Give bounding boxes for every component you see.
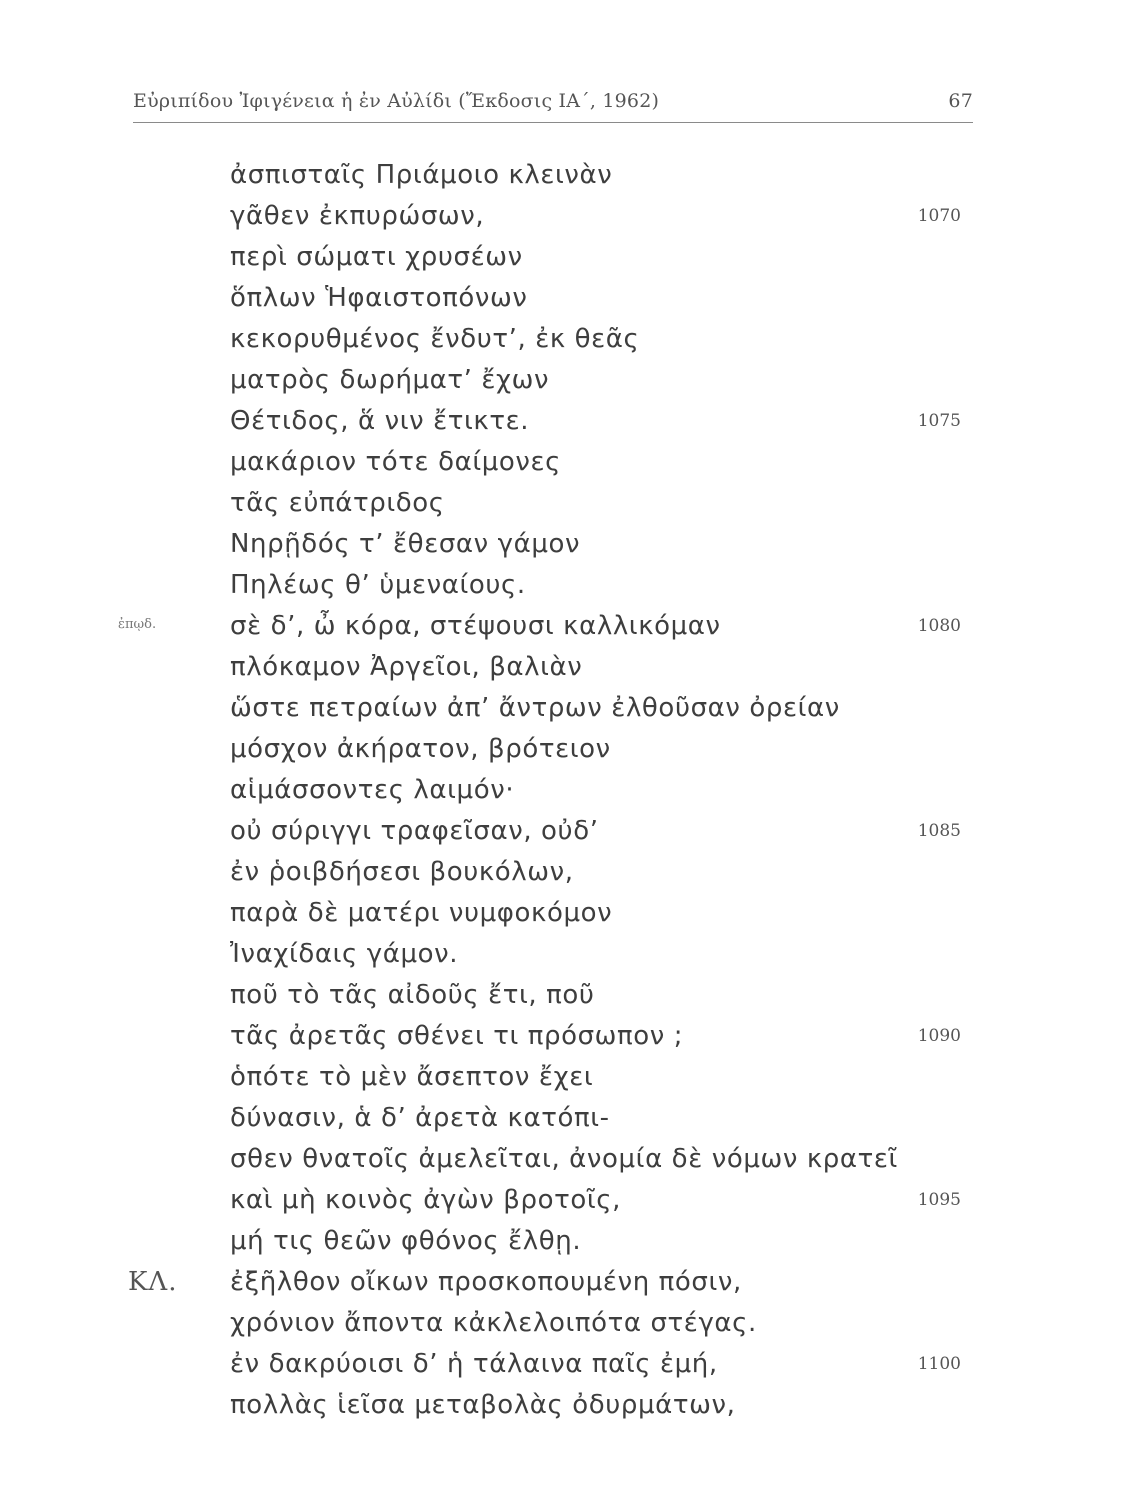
line-number: 1095 <box>917 1190 961 1210</box>
verse-line: Θέτιδος, ἅ νιν ἔτικτε. <box>230 406 530 436</box>
speaker-label: ΚΛ. <box>128 1267 178 1297</box>
verse-line: καὶ μὴ κοινὸς ἀγὼν βροτοῖς, <box>230 1185 621 1215</box>
line-number: 1100 <box>917 1354 961 1374</box>
line-number: 1080 <box>917 616 961 636</box>
verse-line: χρόνιον ἄποντα κἀκλελοιπότα στέγας. <box>230 1308 757 1338</box>
page-number: 67 <box>948 90 973 112</box>
verse-line: σθεν θνατοῖς ἀμελεῖται, ἀνομία δὲ νόμων κρατεῖ <box>230 1144 898 1174</box>
verse-line: τᾶς εὐπάτριδος <box>230 488 445 518</box>
verse-line: σὲ δ’, ὦ κόρα, στέψουσι καλλικόμαν <box>230 611 721 641</box>
line-number: 1085 <box>917 821 961 841</box>
running-title: Εὐριπίδου Ἰφιγένεια ἡ ἐν Αὐλίδι (Ἔκδοσις ΙΑ΄, 1962) <box>133 90 660 112</box>
verse-line: Νηρῇδός τ’ ἔθεσαν γάμον <box>230 529 581 559</box>
verse-line: τᾶς ἀρετᾶς σθένει τι πρόσωπον ; <box>230 1021 684 1051</box>
verse-line: πολλὰς ἱεῖσα μεταβολὰς ὀδυρμάτων, <box>230 1390 736 1420</box>
verse-line: ὁπότε τὸ μὲν ἄσεπτον ἔχει <box>230 1062 594 1092</box>
verse-line: δύνασιν, ἁ δ’ ἀρετὰ κατόπι- <box>230 1103 610 1133</box>
verse-line: οὐ σύριγγι τραφεῖσαν, οὐδ’ <box>230 816 599 846</box>
verse-line: ἀσπισταῖς Πριάμοιο κλεινὰν <box>230 160 613 190</box>
verse-line: μή τις θεῶν φθόνος ἔλθῃ. <box>230 1226 582 1256</box>
verse-line: κεκορυθμένος ἔνδυτ’, ἐκ θεᾶς <box>230 324 640 354</box>
epode-marker: ἐπῳδ. <box>118 617 157 632</box>
verse-line: ποῦ τὸ τᾶς αἰδοῦς ἔτι, ποῦ <box>230 980 595 1010</box>
verse-line: Ἰναχίδαις γάμον. <box>230 939 459 969</box>
verse-line: ἐν ῥοιβδήσεσι βουκόλων, <box>230 857 574 887</box>
verse-line: ἐν δακρύοισι δ’ ἡ τάλαινα παῖς ἐμή, <box>230 1349 718 1379</box>
verse-line: πλόκαμον Ἀργεῖοι, βαλιὰν <box>230 652 583 682</box>
verse-line: μόσχον ἀκήρατον, βρότειον <box>230 734 611 764</box>
verse-line: ἐξῆλθον οἴκων προσκοπουμένη πόσιν, <box>230 1267 742 1297</box>
verse-line: περὶ σώματι χρυσέων <box>230 242 523 272</box>
line-number: 1090 <box>917 1026 961 1046</box>
verse-line: ὥστε πετραίων ἀπ’ ἄντρων ἐλθοῦσαν ὀρείαν <box>230 693 840 723</box>
line-number: 1070 <box>917 206 961 226</box>
verse-line: γᾶθεν ἐκπυρώσων, <box>230 201 485 231</box>
verse-line: Πηλέως θ’ ὑμεναίους. <box>230 570 526 600</box>
line-number: 1075 <box>917 411 961 431</box>
verse-line: ματρὸς δωρήματ’ ἔχων <box>230 365 550 395</box>
verse-line: ὅπλων Ἡφαιστοπόνων <box>230 283 528 313</box>
verse-line: παρὰ δὲ ματέρι νυμφοκόμον <box>230 898 613 928</box>
verse-line: αἱμάσσοντες λαιμόν· <box>230 775 515 805</box>
verse-line: μακάριον τότε δαίμονες <box>230 447 562 477</box>
